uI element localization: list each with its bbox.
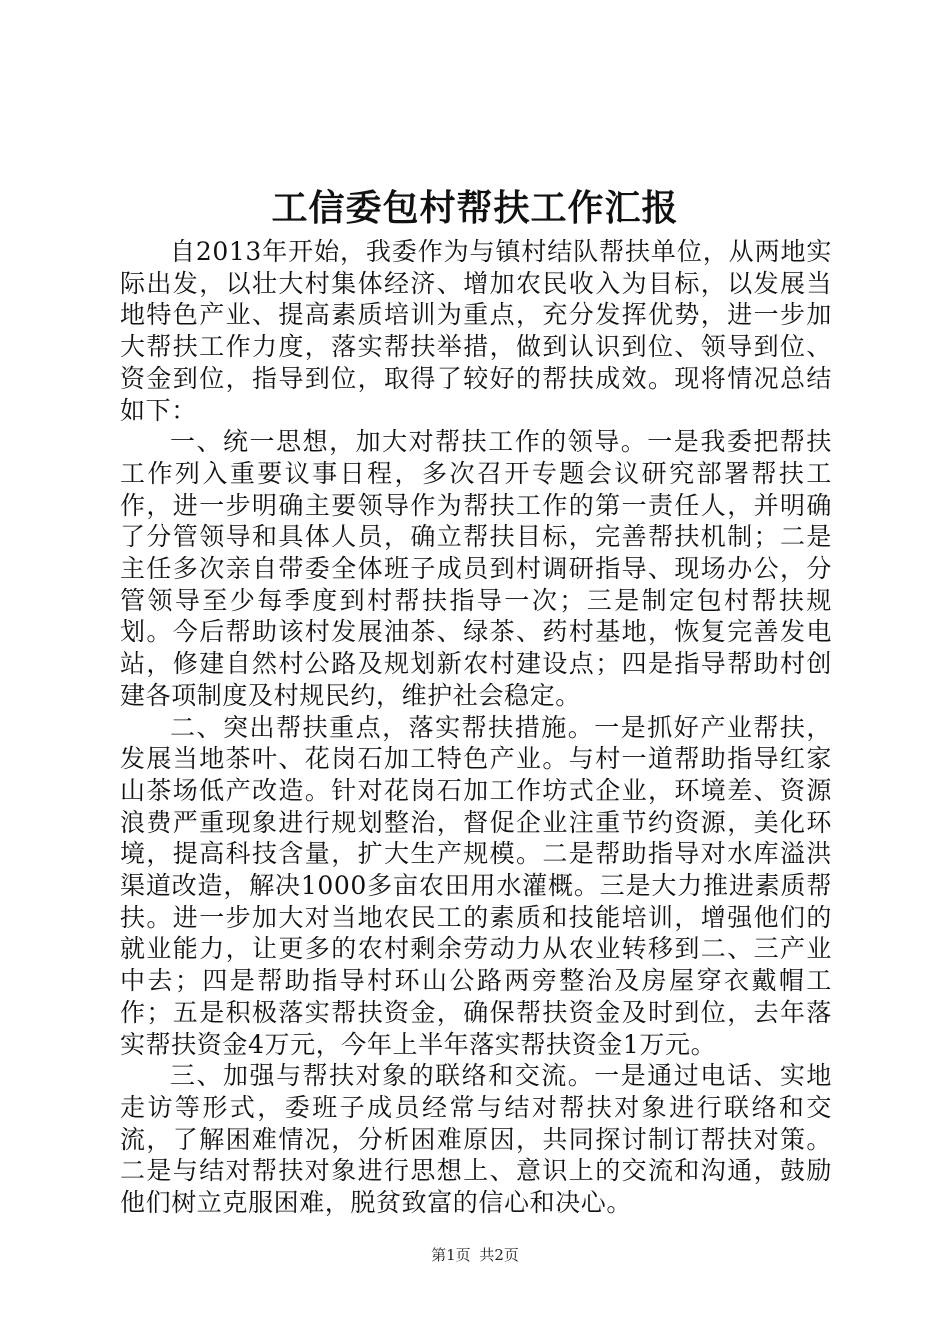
document-title: 工信委包村帮扶工作汇报 (271, 187, 679, 229)
document-body (120, 236, 832, 1219)
page-number-total: 共2页 (479, 1246, 519, 1264)
page-number-current: 第1页 (431, 1246, 471, 1264)
paragraph-section-1: 一、统一思想，加大对帮扶工作的领导。一是我委把帮扶工作列入重要议事日程，多次召开专题会议研究部署帮扶工作，进一步明确主要领导作为帮扶工作的第一责任人，并明确了分管领导和具体人员，确立帮扶目标，完善帮扶机制；二是主任多次亲自带委全体班子成员到村调研指导、现场办公，分管领导至少每季度到村帮扶指导一次；三是制定包村帮扶规划。今后帮助该村发展油茶、绿茶、药村基地，恢复完善发电站，修建自然村公路及规划新农村建设点；四是指导帮助村创建各项制度及村规民约，维护社会稳定。 (120, 427, 832, 710)
paragraph-intro: 自2013年开始，我委作为与镇村结队帮扶单位，从两地实际出发，以壮大村集体经济、增加农民收入为目标，以发展当地特色产业、提高素质培训为重点，充分发挥优势，进一步加大帮扶工作力度，落实帮扶举措，做到认识到位、领导到位、资金到位，指导到位，取得了较好的帮扶成效。现将情况总结如下： (120, 237, 832, 425)
paragraph-section-3: 三、加强与帮扶对象的联络和交流。一是通过电话、实地走访等形式，委班子成员经常与结对帮扶对象进行联络和交流，了解困难情况，分析困难原因，共同探讨制订帮扶对策。二是与结对帮扶对象进行思想上、意识上的交流和沟通，鼓励他们树立克服困难，脱贫致富的信心和决心。 (120, 1061, 832, 1218)
page-footer (0, 1245, 950, 1265)
paragraph-section-2: 二、突出帮扶重点，落实帮扶措施。一是抓好产业帮扶，发展当地茶叶、花岗石加工特色产业。与村一道帮助指导红家山茶场低产改造。针对花岗石加工作坊式企业，环境差、资源浪费严重现象进行规划整治，督促企业注重节约资源，美化环境，提高科技含量，扩大生产规模。二是帮助指导对水库溢洪渠道改造，解决1000多亩农田用水灌概。三是大力推进素质帮扶。进一步加大对当地农民工的素质和技能培训，增强他们的就业能力，让更多的农村剩余劳动力从农业转移到二、三产业中去；四是帮助指导村环山公路两旁整治及房屋穿衣戴帽工作；五是积极落实帮扶资金，确保帮扶资金及时到位，去年落实帮扶资金4万元，今年上半年落实帮扶资金1万元。 (120, 712, 832, 1059)
